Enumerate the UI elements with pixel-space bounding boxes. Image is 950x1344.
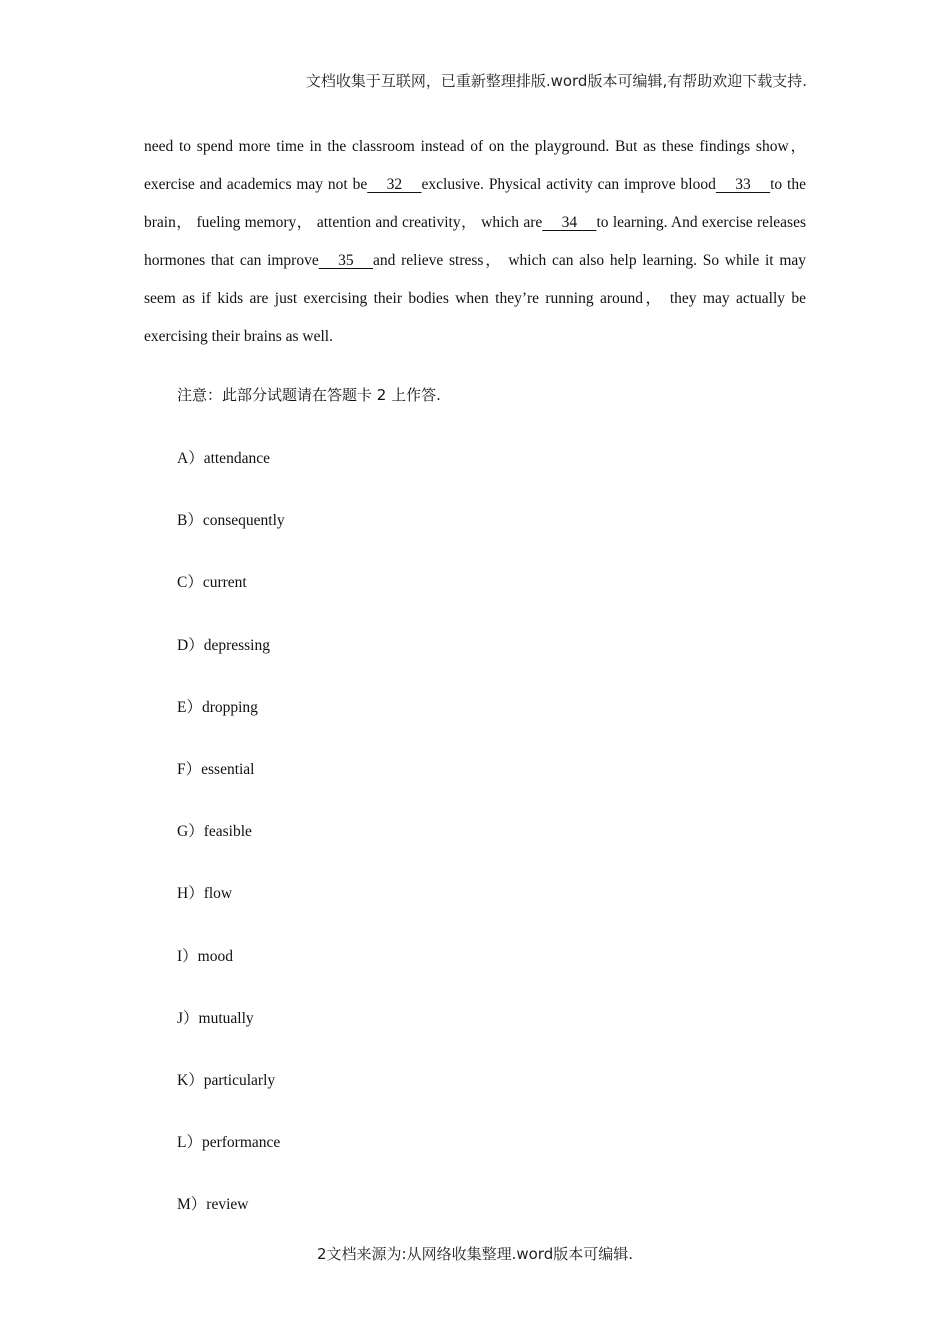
option-list bbox=[177, 446, 285, 1254]
passage-text: exclusive. Physical activity can improve blood bbox=[421, 176, 716, 193]
answer-note: 注意：此部分试题请在答题卡 2 上作答. bbox=[177, 386, 441, 404]
option-item: H）flow bbox=[177, 885, 233, 903]
blank-34: 34 bbox=[542, 214, 597, 231]
option-item: G）feasible bbox=[177, 823, 252, 841]
passage-paragraph bbox=[144, 128, 806, 356]
option-item: K）particularly bbox=[177, 1071, 276, 1089]
passage-text: and relieve stress， which can also help learning. So while it may seem as if kids are just exercising their bodies when they’re running around， they may actually be exercising their brains as well. bbox=[144, 252, 806, 345]
blank-35: 35 bbox=[318, 252, 373, 269]
blank-32: 32 bbox=[367, 176, 422, 193]
page-footer: 2文档来源为:从网络收集整理.word版本可编辑. bbox=[316, 1245, 633, 1263]
option-item: L）performance bbox=[177, 1134, 281, 1152]
passage-text: to the brain， fueling memory， attention and creativity， which are bbox=[144, 176, 806, 231]
option-item: B）consequently bbox=[177, 512, 285, 530]
blank-33: 33 bbox=[715, 176, 771, 193]
option-item: M）review bbox=[177, 1196, 249, 1214]
option-item: F）essential bbox=[177, 760, 255, 778]
page-header: 文档收集于互联网，已重新整理排版.word版本可编辑,有帮助欢迎下载支持. bbox=[305, 72, 807, 90]
option-item: A）attendance bbox=[177, 450, 270, 467]
option-item: D）depressing bbox=[177, 636, 270, 654]
passage-text: need to spend more time in the classroom instead of on the playground. But as these findings show， exercise and academics may not be bbox=[144, 138, 806, 193]
option-item: E）dropping bbox=[177, 698, 258, 716]
passage-text: to learning. And exercise releases hormones that can improve bbox=[144, 214, 806, 269]
option-item: C）current bbox=[177, 574, 247, 592]
option-item: I）mood bbox=[177, 947, 233, 965]
option-item: J）mutually bbox=[177, 1009, 254, 1027]
